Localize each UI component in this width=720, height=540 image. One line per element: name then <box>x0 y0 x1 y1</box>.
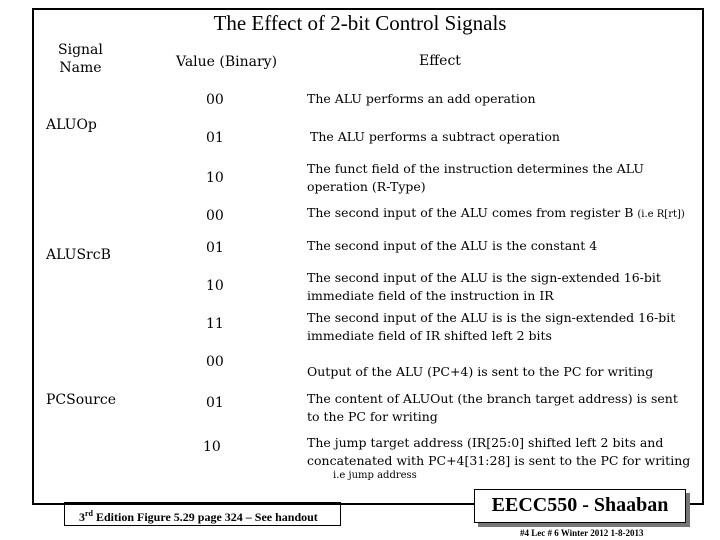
value-cell: 01 <box>206 395 224 411</box>
effect-cell: The second input of the ALU is the sign-extended 16-bit immediate field of the instruction in IR <box>307 270 661 303</box>
effect-cell: The second input of the ALU comes from register B (i.e R[rt]) <box>307 205 685 220</box>
figure-caption: 3rd Edition Figure 5.29 page 324 – See handout <box>64 502 341 526</box>
course-badge: EECC550 - Shaaban <box>474 489 686 523</box>
value-cell: 10 <box>203 439 221 455</box>
register-note: (i.e R[rt]) <box>637 209 685 220</box>
value-cell: 01 <box>206 130 224 146</box>
value-cell: 11 <box>206 316 224 332</box>
value-cell: 00 <box>206 208 224 224</box>
effect-cell: The ALU performs an add operation <box>307 91 536 106</box>
slide-title: The Effect of 2-bit Control Signals <box>213 11 507 35</box>
effect-cell: Output of the ALU (PC+4) is sent to the PC for writing <box>307 364 654 379</box>
value-header: Value (Binary) <box>176 54 278 70</box>
effect-cell: The ALU performs a subtract operation <box>310 129 560 144</box>
signal-alusrcb: ALUSrcB <box>46 247 111 263</box>
effect-cell: The funct field of the instruction determines the ALU operation (R-Type) <box>307 161 644 194</box>
value-cell: 10 <box>206 170 224 186</box>
value-cell: 00 <box>206 354 224 370</box>
effect-header: Effect <box>419 53 461 69</box>
effect-cell: The content of ALUOut (the branch target address) is sent to the PC for writing <box>307 391 678 424</box>
effect-cell: The jump target address (IR[25:0] shifted left 2 bits and concatenated with PC+4[31:28] is sent to the PC for writing <box>307 435 691 468</box>
signal-pcsource: PCSource <box>46 392 116 408</box>
slide-frame <box>32 8 704 505</box>
signal-name-header: Signal Name <box>58 42 103 76</box>
effect-cell: The second input of the ALU is is the sign-extended 16-bit immediate field of IR shifted left 2 bits <box>307 310 676 343</box>
lecture-footer: #4 Lec # 6 Winter 2012 1-8-2013 <box>520 528 644 538</box>
value-cell: 10 <box>206 278 224 294</box>
value-cell: 00 <box>206 92 224 108</box>
signal-aluop: ALUOp <box>46 117 97 133</box>
jump-address-note: i.e jump address <box>333 470 417 481</box>
effect-cell: The second input of the ALU is the constant 4 <box>307 238 598 253</box>
value-cell: 01 <box>206 240 224 256</box>
